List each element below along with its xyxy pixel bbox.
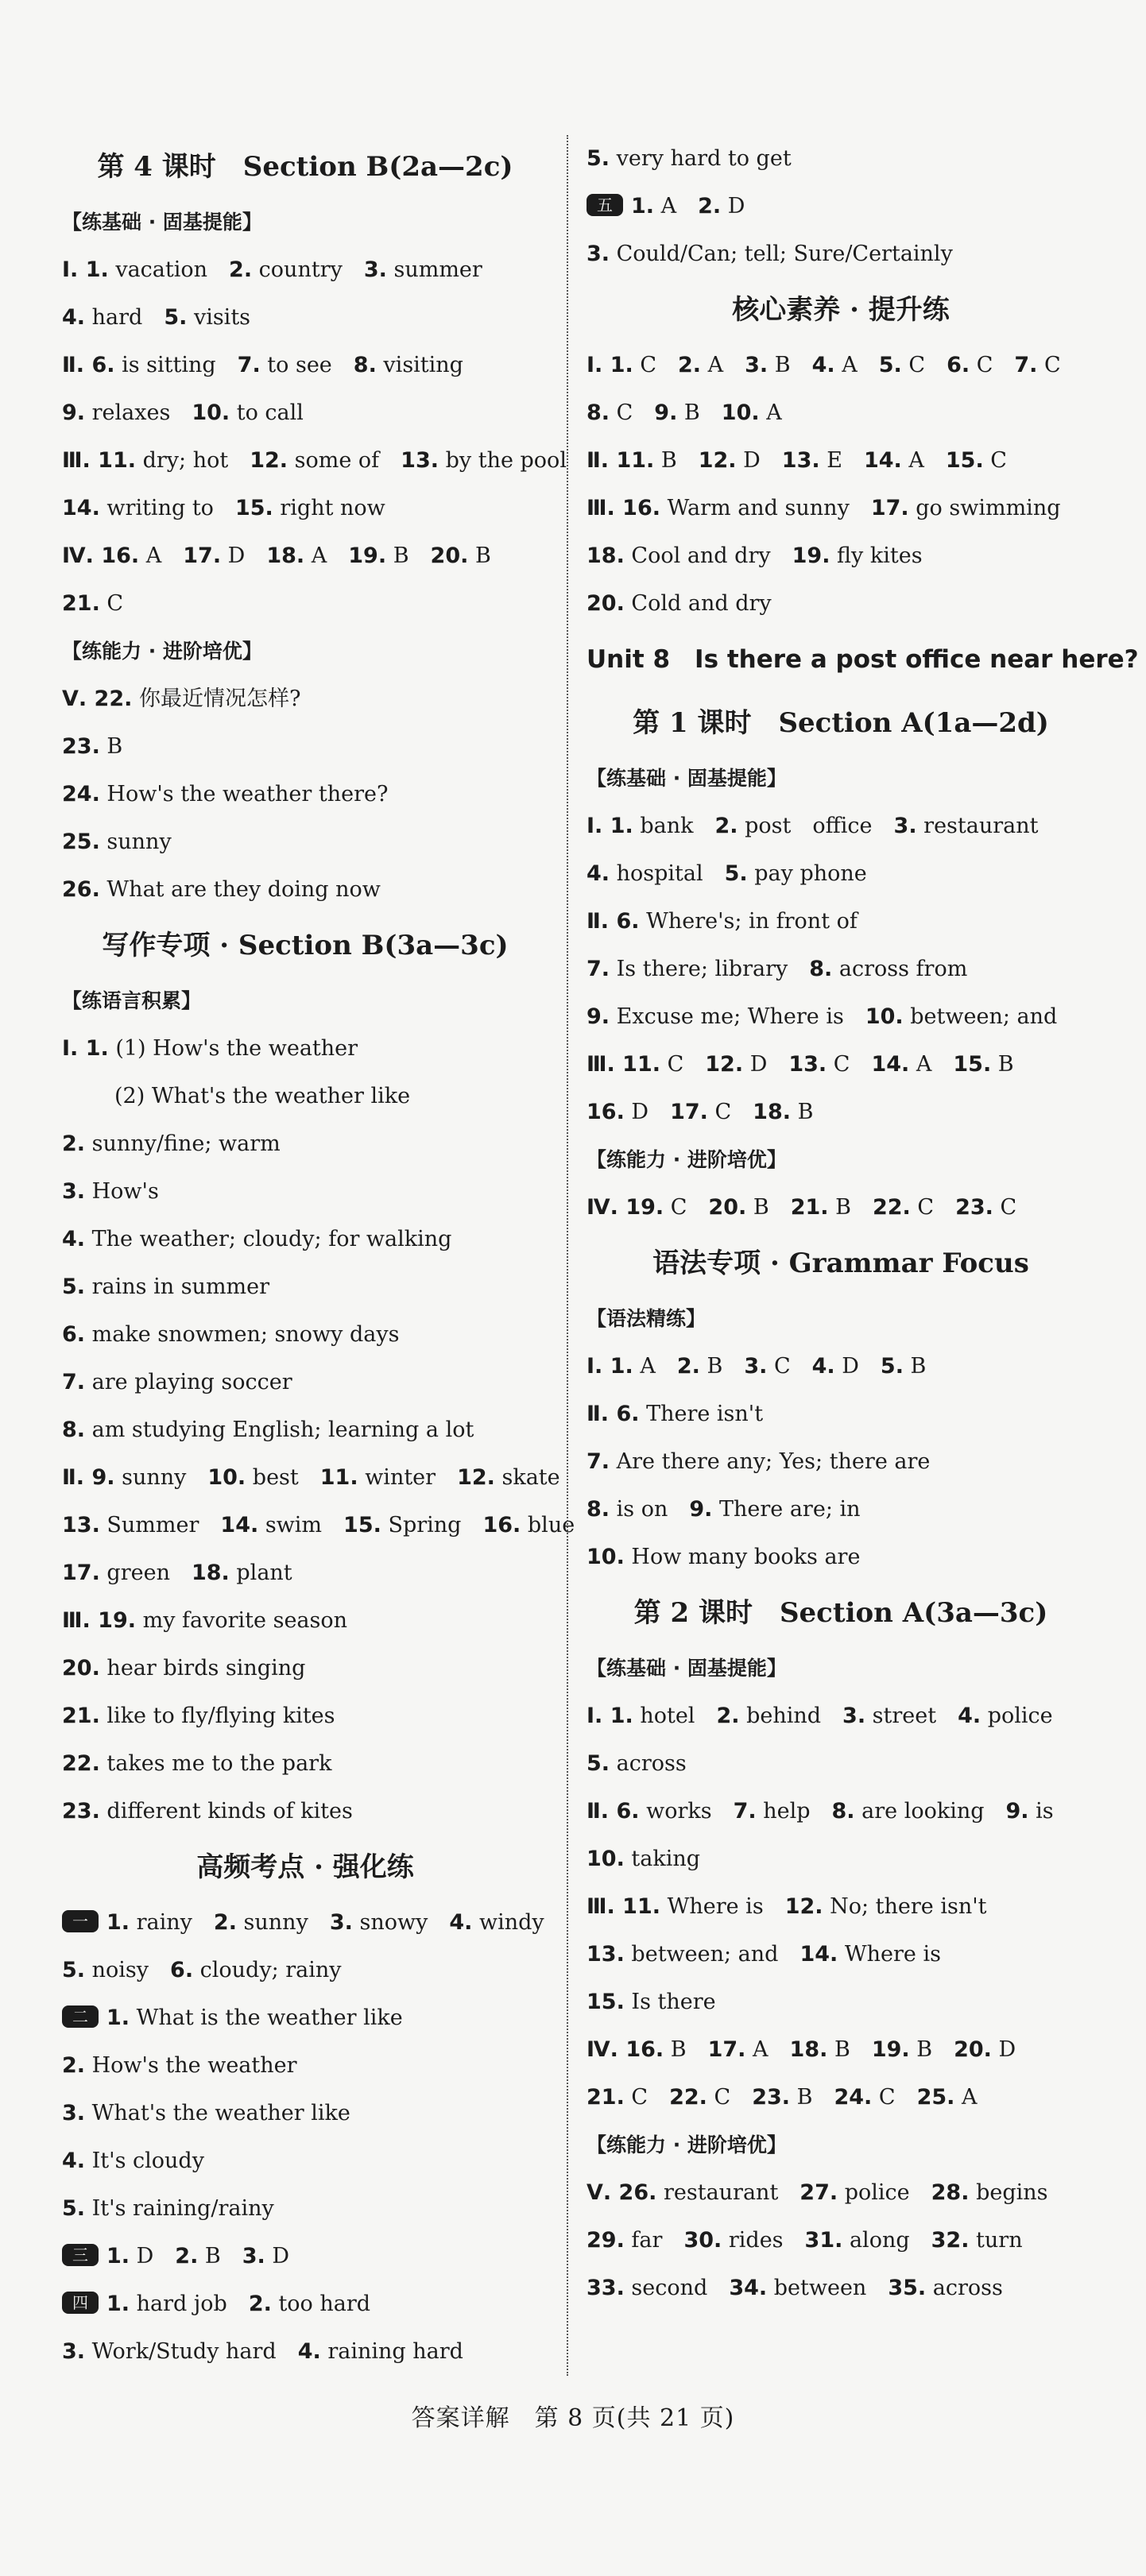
answer-text: 5. rains in summer	[62, 1274, 270, 1299]
answer-text: Ⅲ. 16. Warm and sunny 17. go swimming	[587, 496, 1061, 520]
answer-text: 20. hear birds singing	[62, 1656, 306, 1681]
answer-line	[587, 532, 1095, 580]
answer-text: 13. Summer 14. swim 15. Spring 16. blue	[62, 1513, 575, 1537]
answer-text: 26. What are they doing now	[62, 877, 381, 902]
answer-text: 3. Work/Study hard 4. raining hard	[62, 2339, 463, 2364]
section-heading: 第 2 课时 Section A(3a—3c)	[633, 1597, 1048, 1629]
answer-text: Ⅱ. 6. Where's; in front of	[587, 909, 858, 934]
answer-line	[62, 1216, 548, 1263]
answer-line	[587, 135, 1095, 183]
answer-line	[62, 246, 548, 294]
subsection-label: 【练能力 · 进阶培优】	[587, 1148, 787, 1171]
answer-line	[587, 437, 1095, 485]
section-number-badge: 三	[62, 2244, 99, 2266]
answer-text: 5. It's raining/rainy	[62, 2196, 274, 2221]
answer-line	[587, 946, 1095, 993]
answer-text: 9. Excuse me; Where is 10. between; and	[587, 1004, 1058, 1029]
answer-line	[587, 389, 1095, 437]
answer-line	[587, 2169, 1095, 2217]
answer-line	[62, 1994, 548, 2042]
answer-text: 23. different kinds of kites	[62, 1799, 353, 1824]
answer-line	[587, 1835, 1095, 1883]
answer-line	[62, 2042, 548, 2090]
answer-line	[62, 389, 548, 437]
answer-line	[62, 1788, 548, 1835]
subsection-label: 【练语言积累】	[62, 989, 202, 1012]
answer-line	[62, 723, 548, 771]
answer-line	[62, 1899, 548, 1947]
subsection-label: 【练能力 · 进阶培优】	[587, 2133, 787, 2156]
answer-text: (2) What's the weather like	[114, 1084, 411, 1108]
answer-line	[62, 866, 548, 914]
answer-line	[62, 1168, 548, 1216]
answer-line	[587, 2265, 1095, 2312]
answer-text: 5. across	[587, 1751, 687, 1776]
answer-text: 1. What is the weather like	[106, 2005, 403, 2030]
answer-line	[587, 183, 1095, 230]
answer-text: 21. like to fly/flying kites	[62, 1704, 335, 1728]
answer-text: 10. taking	[587, 1847, 701, 1871]
answer-line	[62, 771, 548, 818]
answer-line	[62, 1073, 548, 1120]
answer-line	[587, 2217, 1095, 2265]
answer-line	[587, 1041, 1095, 1089]
section-number-badge: 五	[587, 194, 623, 216]
answer-line	[62, 2280, 548, 2328]
answer-line	[62, 1597, 548, 1645]
answer-line	[587, 230, 1095, 278]
answer-text: 4. hospital 5. pay phone	[587, 861, 867, 886]
answer-text: 7. Are there any; Yes; there are	[587, 1449, 931, 1474]
answer-line	[62, 294, 548, 342]
answer-text: Ⅰ. 1. hotel 2. behind 3. street 4. police	[587, 1704, 1053, 1728]
answer-line	[587, 1486, 1095, 1534]
section-number-badge: 四	[62, 2292, 99, 2314]
answer-line	[587, 803, 1095, 850]
answer-text: Ⅰ. 1. vacation 2. country 3. summer	[62, 257, 482, 282]
answer-text: 8. C 9. B 10. A	[587, 400, 782, 425]
answer-text: 4. The weather; cloudy; for walking	[62, 1227, 452, 1251]
answer-text: 9. relaxes 10. to call	[62, 400, 304, 425]
answer-text: 7. Is there; library 8. across from	[587, 957, 968, 981]
answer-line	[62, 1406, 548, 1454]
answer-line	[62, 675, 548, 723]
answer-text: 15. Is there	[587, 1990, 716, 2014]
section-number-badge: 二	[62, 2005, 99, 2028]
answer-text: 21. C	[62, 591, 124, 616]
answer-text: 25. sunny	[62, 830, 172, 854]
answer-line	[62, 1311, 548, 1359]
answer-text: 8. am studying English; learning a lot	[62, 1418, 474, 1442]
answer-text: 4. hard 5. visits	[62, 305, 251, 330]
answer-line	[62, 1692, 548, 1740]
answer-text: Ⅴ. 26. restaurant 27. police 28. begins	[587, 2180, 1048, 2205]
answer-text: Ⅱ. 6. works 7. help 8. are looking 9. is	[587, 1799, 1054, 1824]
answer-text: Ⅳ. 16. B 17. A 18. B 19. B 20. D	[587, 2037, 1016, 2062]
section-heading: 语法专项 · Grammar Focus	[652, 1247, 1029, 1279]
answer-text: 5. noisy 6. cloudy; rainy	[62, 1958, 342, 1982]
section-heading: 核心素养 · 提升练	[732, 294, 950, 326]
answer-line	[62, 1263, 548, 1311]
answer-text: 18. Cool and dry 19. fly kites	[587, 543, 923, 568]
answer-line	[62, 818, 548, 866]
answer-line	[587, 1978, 1095, 2026]
answer-text: 1. hard job 2. too hard	[106, 2292, 371, 2316]
answer-text: Ⅰ. 1. bank 2. post office 3. restaurant	[587, 814, 1039, 838]
answer-line	[587, 1343, 1095, 1390]
answer-line	[587, 580, 1095, 628]
section-number-badge: 一	[62, 1910, 99, 1932]
answer-line	[587, 1534, 1095, 1581]
answer-line	[62, 1645, 548, 1692]
answer-line	[62, 1359, 548, 1406]
answer-line	[587, 485, 1095, 532]
answer-line	[62, 485, 548, 532]
answer-text: Ⅲ. 11. Where is 12. No; there isn't	[587, 1894, 987, 1919]
answer-line	[62, 342, 548, 389]
section-heading: 第 4 课时 Section B(2a—2c)	[97, 151, 513, 183]
answer-line	[587, 1931, 1095, 1978]
answer-text: 7. are playing soccer	[62, 1370, 292, 1394]
answer-text: Ⅰ. 1. (1) How's the weather	[62, 1036, 358, 1061]
answer-text: 16. D 17. C 18. B	[587, 1100, 814, 1124]
subsection-label: 【练能力 · 进阶培优】	[62, 640, 262, 663]
answer-line	[62, 2233, 548, 2280]
answer-line	[62, 1947, 548, 1994]
subsection-label: 【练基础 · 固基提能】	[587, 767, 787, 790]
answer-text: Ⅱ. 11. B 12. D 13. E 14. A 15. C	[587, 448, 1007, 473]
answer-text: Ⅰ. 1. C 2. A 3. B 4. A 5. C 6. C 7. C	[587, 353, 1061, 377]
answer-text: Ⅲ. 11. C 12. D 13. C 14. A 15. B	[587, 1052, 1014, 1077]
page-footer: 答案详解 第 8 页(共 21 页)	[411, 2404, 735, 2432]
answer-line	[62, 437, 567, 485]
answer-text: 1. A 2. D	[631, 194, 745, 219]
answer-text: 22. takes me to the park	[62, 1751, 332, 1776]
answer-line	[587, 1692, 1095, 1740]
answer-line	[62, 2185, 548, 2233]
answer-text: 1. D 2. B 3. D	[106, 2244, 290, 2269]
answer-line	[62, 1549, 548, 1597]
answer-text: 2. How's the weather	[62, 2053, 297, 2078]
answer-text: Ⅱ. 6. There isn't	[587, 1402, 764, 1426]
answer-text: 1. rainy 2. sunny 3. snowy 4. windy	[106, 1910, 544, 1935]
answer-line	[587, 1184, 1095, 1232]
answer-text: Ⅰ. 1. A 2. B 3. C 4. D 5. B	[587, 1354, 927, 1379]
answer-text: Ⅳ. 16. A 17. D 18. A 19. B 20. B	[62, 543, 491, 568]
answer-text: Ⅱ. 9. sunny 10. best 11. winter 12. skate	[62, 1465, 560, 1490]
section-heading: 写作专项 · Section B(3a—3c)	[102, 930, 509, 961]
answer-text: 3. What's the weather like	[62, 2101, 350, 2125]
answer-line	[587, 850, 1095, 898]
answer-text: 3. How's	[62, 1179, 159, 1204]
section-heading: 高频考点 · 强化练	[196, 1851, 414, 1883]
answer-line	[62, 2328, 548, 2376]
answer-text: 2. sunny/fine; warm	[62, 1131, 281, 1156]
right-column	[587, 135, 1139, 2312]
answer-line	[587, 2074, 1095, 2122]
answer-line	[62, 2090, 548, 2137]
answer-text: 29. far 30. rides 31. along 32. turn	[587, 2228, 1023, 2253]
answer-text: 23. B	[62, 734, 123, 759]
answer-line	[587, 1883, 1095, 1931]
answer-line	[587, 1788, 1095, 1835]
answer-line	[62, 2137, 548, 2185]
answer-text: 17. green 18. plant	[62, 1561, 292, 1585]
answer-line	[587, 898, 1095, 946]
subsection-label: 【语法精练】	[587, 1307, 707, 1330]
answer-text: 13. between; and 14. Where is	[587, 1942, 941, 1967]
answer-line	[587, 1438, 1095, 1486]
answer-text: Ⅳ. 19. C 20. B 21. B 22. C 23. C	[587, 1195, 1017, 1220]
answer-text: Ⅱ. 6. is sitting 7. to see 8. visiting	[62, 353, 463, 377]
subsection-label: 【练基础 · 固基提能】	[587, 1657, 787, 1680]
answer-text: 3. Could/Can; tell; Sure/Certainly	[587, 242, 953, 266]
answer-text: 6. make snowmen; snowy days	[62, 1322, 400, 1347]
unit-title: Unit 8 Is there a post office near here?	[587, 645, 1139, 674]
answer-line	[587, 993, 1095, 1041]
answer-line	[62, 1740, 548, 1788]
answer-text: 4. It's cloudy	[62, 2149, 204, 2173]
subsection-label: 【练基础 · 固基提能】	[62, 211, 262, 234]
answer-line	[62, 580, 548, 628]
answer-text: 8. is on 9. There are; in	[587, 1497, 861, 1522]
left-column	[62, 135, 575, 2376]
answer-line	[587, 1089, 1095, 1136]
answer-line	[62, 1025, 548, 1073]
answer-line	[62, 1120, 548, 1168]
answer-line	[587, 342, 1095, 389]
answer-text: Ⅴ. 22. 你最近情况怎样?	[62, 687, 301, 711]
answer-line	[62, 1502, 575, 1549]
answer-text: Ⅲ. 19. my favorite season	[62, 1608, 348, 1633]
answer-text: 24. How's the weather there?	[62, 782, 389, 806]
answer-text: 5. very hard to get	[587, 146, 792, 171]
answer-line	[587, 1740, 1095, 1788]
answer-line	[587, 1390, 1095, 1438]
answer-text: Ⅲ. 11. dry; hot 12. some of 13. by the pool	[62, 448, 567, 473]
answer-text: 33. second 34. between 35. across	[587, 2276, 1003, 2300]
answer-line	[587, 2026, 1095, 2074]
answer-line	[62, 532, 548, 580]
section-heading: 第 1 课时 Section A(1a—2d)	[633, 707, 1049, 739]
answer-text: 20. Cold and dry	[587, 591, 772, 616]
answer-text: 14. writing to 15. right now	[62, 496, 385, 520]
answer-text: 10. How many books are	[587, 1545, 861, 1569]
answer-text: 21. C 22. C 23. B 24. C 25. A	[587, 2085, 978, 2110]
answer-line	[62, 1454, 560, 1502]
column-divider	[567, 135, 568, 2376]
